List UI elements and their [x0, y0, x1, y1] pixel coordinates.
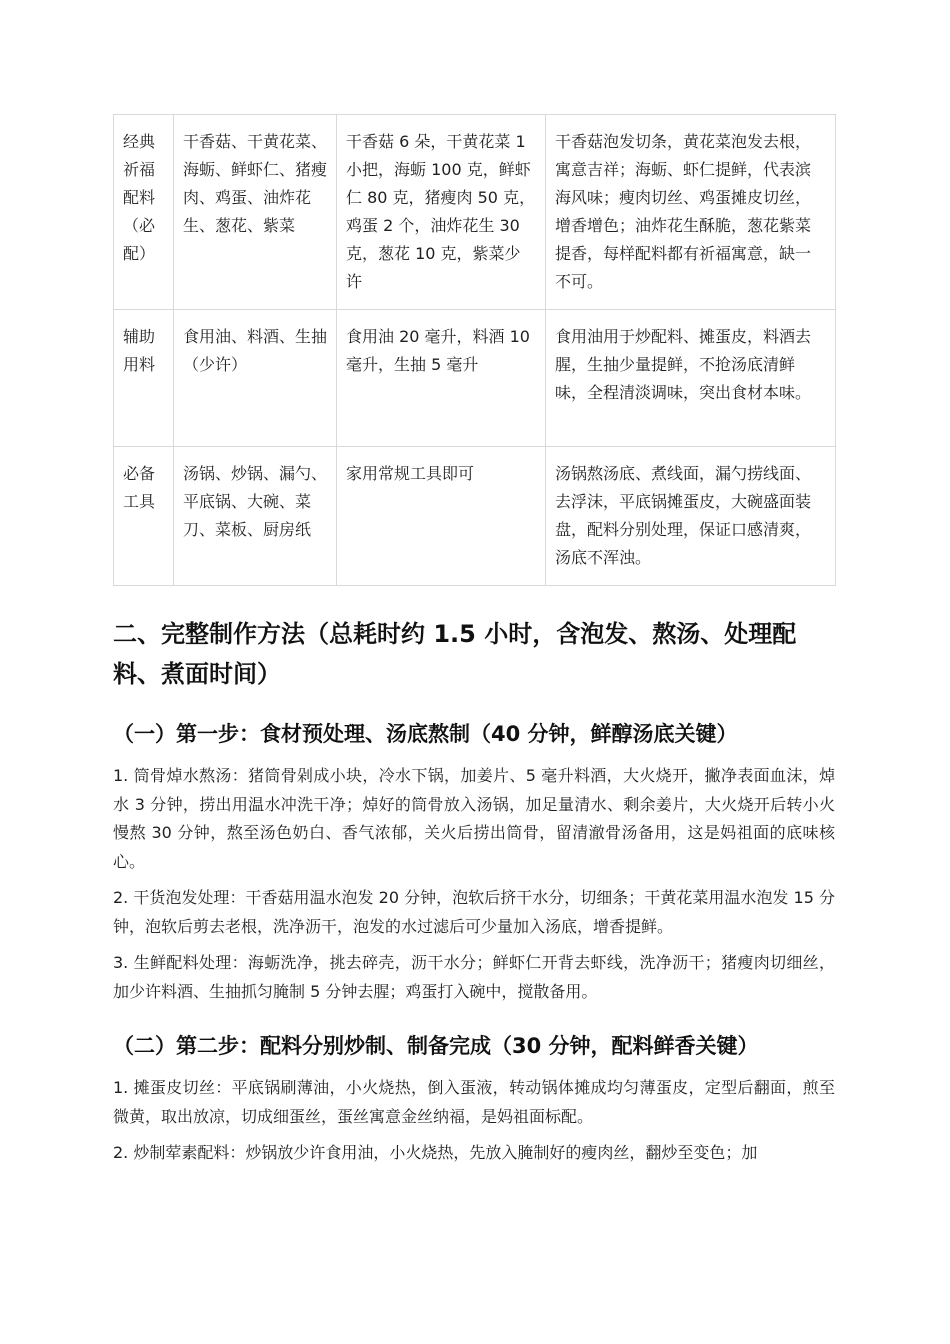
table-row — [114, 447, 836, 586]
row-note: 汤锅熬汤底、煮线面，漏勺捞线面、去浮沫，平底锅摊蛋皮，大碗盛面装盘，配料分别处理，保证口感清爽，汤底不浑浊。 — [546, 447, 836, 586]
step2-heading: （二）第二步：配料分别炒制、制备完成（30 分钟，配料鲜香关键） — [113, 1034, 759, 1058]
section-heading: 二、完整制作方法（总耗时约 1.5 小时，含泡发、熬汤、处理配料、煮面时间） — [113, 620, 797, 688]
document-page — [113, 114, 835, 1176]
row-items: 干香菇、干黄花菜、海蛎、鲜虾仁、猪瘦肉、鸡蛋、油炸花生、葱花、紫菜 — [174, 115, 337, 310]
row-amount: 食用油 20 毫升，料酒 10 毫升，生抽 5 毫升 — [337, 310, 546, 447]
table-row — [114, 115, 836, 310]
step2-paragraph-1: 1. 摊蛋皮切丝：平底锅刷薄油，小火烧热，倒入蛋液，转动锅体摊成均匀薄蛋皮，定型后翻面，煎至微黄，取出放凉，切成细蛋丝，蛋丝寓意金丝纳福，是妈祖面标配。 — [113, 1078, 835, 1126]
step1-paragraph-2: 2. 干货泡发处理：干香菇用温水泡发 20 分钟，泡软后挤干水分，切细条；干黄花菜用温水泡发 15 分钟，泡软后剪去老根，洗净沥干，泡发的水过滤后可少量加入汤底，增香提鲜。 — [113, 888, 835, 936]
table-row — [114, 310, 836, 447]
ingredients-table — [113, 114, 836, 586]
row-category: 经典祈福配料（必配） — [114, 115, 174, 310]
step1-paragraph-3: 3. 生鲜配料处理：海蛎洗净，挑去碎壳，沥干水分；鲜虾仁开背去虾线，洗净沥干；猪瘦肉切细丝，加少许料酒、生抽抓匀腌制 5 分钟去腥；鸡蛋打入碗中，搅散备用。 — [113, 953, 835, 1001]
row-items: 汤锅、炒锅、漏勺、平底锅、大碗、菜刀、菜板、厨房纸 — [174, 447, 337, 586]
step1-heading: （一）第一步：食材预处理、汤底熬制（40 分钟，鲜醇汤底关键） — [113, 722, 738, 746]
step1-paragraph-1: 1. 筒骨焯水熬汤：猪筒骨剁成小块，冷水下锅，加姜片、5 毫升料酒，大火烧开，撇净表面血沫，焯水 3 分钟，捞出用温水冲洗干净；焯好的筒骨放入汤锅，加足量清水、剩余姜片，大火烧开后转小火慢熬 30 分钟，熬至汤色奶白、香气浓郁，关火后捞出筒骨，留清澈骨汤备用，这是妈祖面的底味核心。 — [113, 766, 835, 871]
row-note: 干香菇泡发切条，黄花菜泡发去根，寓意吉祥；海蛎、虾仁提鲜，代表滨海风味；瘦肉切丝、鸡蛋摊皮切丝，增香增色；油炸花生酥脆，葱花紫菜提香，每样配料都有祈福寓意，缺一不可。 — [546, 115, 836, 310]
row-note: 食用油用于炒配料、摊蛋皮，料酒去腥，生抽少量提鲜，不抢汤底清鲜味，全程清淡调味，突出食材本味。 — [546, 310, 836, 447]
row-amount: 家用常规工具即可 — [337, 447, 546, 586]
step2-paragraph-2: 2. 炒制荤素配料：炒锅放少许食用油，小火烧热，先放入腌制好的瘦肉丝，翻炒至变色；加 — [113, 1143, 758, 1162]
row-category: 必备工具 — [114, 447, 174, 586]
row-items: 食用油、料酒、生抽（少许） — [174, 310, 337, 447]
row-amount: 干香菇 6 朵，干黄花菜 1 小把，海蛎 100 克，鲜虾仁 80 克，猪瘦肉 50 克，鸡蛋 2 个，油炸花生 30 克，葱花 10 克，紫菜少许 — [337, 115, 546, 310]
row-category: 辅助用料 — [114, 310, 174, 447]
